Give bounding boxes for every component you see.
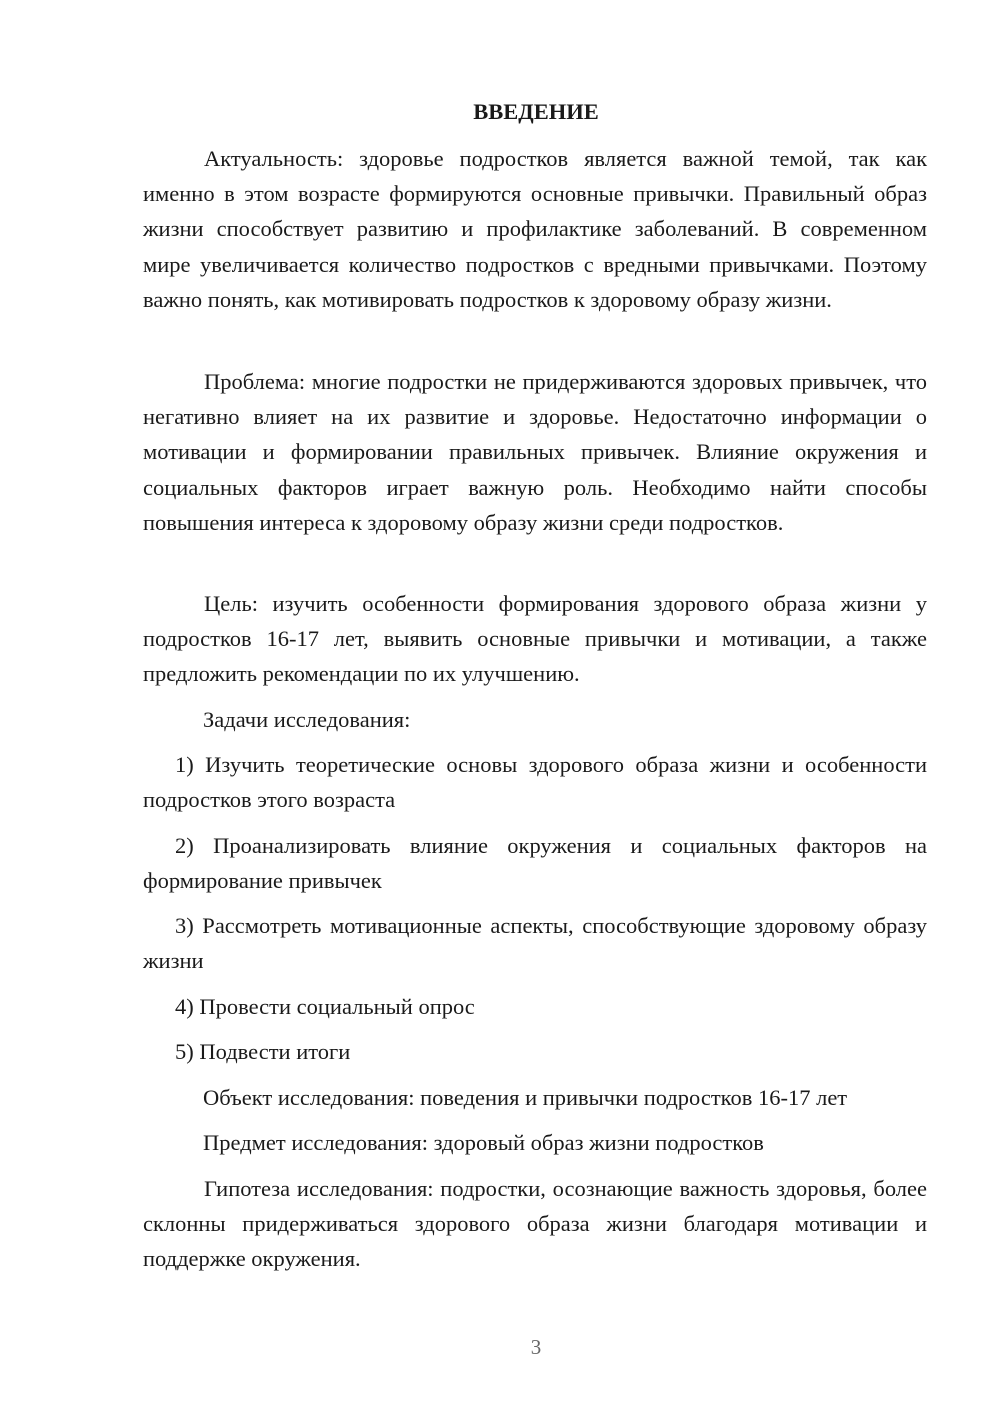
hypothesis-paragraph: Гипотеза исследования: подростки, осознающие важность здоровья, более склонны придерживаться здорового образа жизни благодаря мотивации и поддержке окружения. — [143, 1176, 927, 1272]
tasks-heading: Задачи исследования: — [203, 707, 411, 732]
problem-paragraph: Проблема: многие подростки не придерживаются здоровых привычек, что негативно влияет на их развитие и здоровье. Недостаточно информации о мотивации и формировании правильных привычек. Влияние окружения и социальных факторов играет важную роль. Необходимо найти способы повышения интереса к здоровому образу жизни среди подростков. — [143, 369, 927, 535]
page-number: 3 — [530, 1335, 542, 1359]
task-item-3: 3) Рассмотреть мотивационные аспекты, способствующие здоровому образу жизни — [143, 913, 927, 974]
page-title: ВВЕДЕНИЕ — [473, 99, 599, 124]
subject-paragraph: Предмет исследования: здоровый образ жизни подростков — [203, 1130, 764, 1155]
relevance-paragraph: Актуальность: здоровье подростков является важной темой, так как именно в этом возрасте формируются основные привычки. Правильный образ жизни способствует развитию и профилактике заболеваний. В современном мире увеличивается количество подростков с вредными привычками. Поэтому важно понять, как мотивировать подростков к здоровому образу жизни. — [143, 146, 927, 312]
task-item-1: 1) Изучить теоретические основы здорового образа жизни и особенности подростков этого возраста — [143, 752, 927, 813]
goal-paragraph: Цель: изучить особенности формирования здорового образа жизни у подростков 16-17 лет, выявить основные привычки и мотивации, а также предложить рекомендации по их улучшению. — [143, 591, 927, 687]
task-item-4: 4) Провести социальный опрос — [175, 994, 475, 1019]
task-item-2: 2) Проанализировать влияние окружения и социальных факторов на формирование привычек — [143, 833, 927, 894]
task-item-5: 5) Подвести итоги — [175, 1039, 351, 1064]
object-paragraph: Объект исследования: поведения и привычки подростков 16-17 лет — [203, 1085, 848, 1110]
